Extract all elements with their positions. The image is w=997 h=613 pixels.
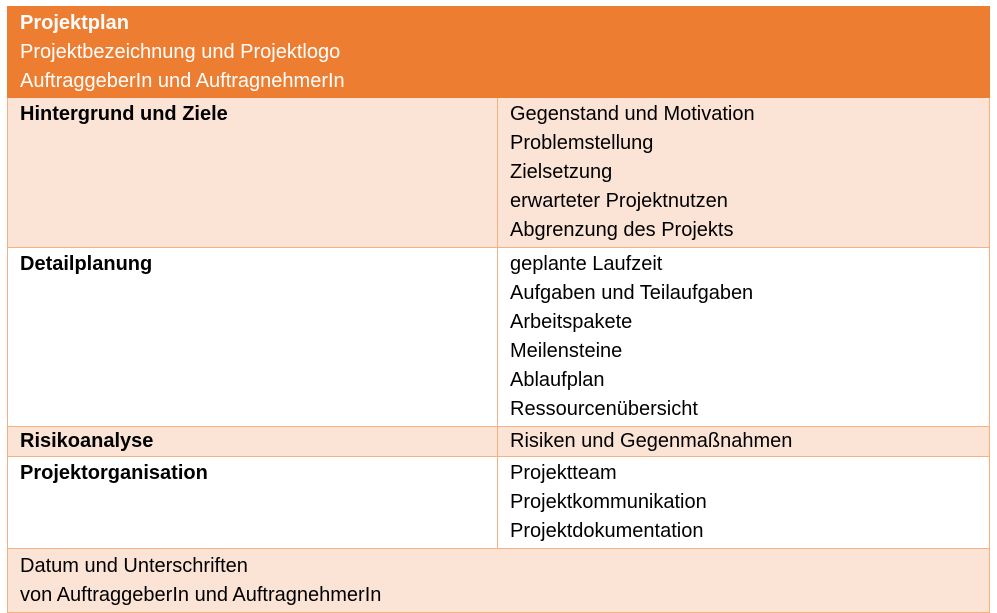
list-item: Aufgaben und Teilaufgaben: [510, 282, 754, 304]
header-line-2: AuftraggeberIn und AuftragnehmerIn: [20, 70, 345, 92]
project-plan-table-wrapper: [7, 6, 989, 613]
section-label: Projektorganisation: [20, 462, 208, 484]
section-row-projektorganisation: [8, 457, 990, 549]
section-label-cell: [8, 457, 498, 549]
list-item: Arbeitspakete: [510, 311, 633, 333]
list-item: Ressourcenübersicht: [510, 398, 698, 420]
footer-line-1: Datum und Unterschriften: [20, 555, 248, 577]
section-label: Risikoanalyse: [20, 430, 154, 452]
section-items-cell: [498, 457, 990, 549]
list-item: Abgrenzung des Projekts: [510, 219, 734, 241]
section-label-cell: [8, 98, 498, 248]
header-row: [8, 7, 990, 98]
list-item: Projektteam: [510, 462, 617, 484]
section-label: Hintergrund und Ziele: [20, 103, 228, 125]
header-line-1: Projektbezeichnung und Projektlogo: [20, 41, 341, 63]
section-items-cell: [498, 427, 990, 457]
list-item: Meilensteine: [510, 340, 623, 362]
header-cell: [8, 7, 990, 98]
section-row-detailplanung: [8, 248, 990, 427]
list-item: Risiken und Gegenmaßnahmen: [510, 430, 793, 452]
page-title: Projektplan: [20, 12, 129, 34]
list-item: Problemstellung: [510, 132, 654, 154]
list-item: Zielsetzung: [510, 161, 613, 183]
section-row-risikoanalyse: [8, 427, 990, 457]
section-row-hintergrund: [8, 98, 990, 248]
section-label-cell: [8, 427, 498, 457]
list-item: geplante Laufzeit: [510, 253, 663, 275]
list-item: erwarteter Projektnutzen: [510, 190, 728, 212]
section-items-cell: [498, 98, 990, 248]
list-item: Ablaufplan: [510, 369, 605, 391]
list-item: Projektdokumentation: [510, 520, 704, 542]
list-item: Gegenstand und Motivation: [510, 103, 755, 125]
section-items-cell: [498, 248, 990, 427]
project-plan-table: [7, 6, 990, 613]
list-item: Projektkommunikation: [510, 491, 707, 513]
section-label: Detailplanung: [20, 253, 153, 275]
section-label-cell: [8, 248, 498, 427]
footer-line-2: von AuftraggeberIn und AuftragnehmerIn: [20, 584, 382, 606]
